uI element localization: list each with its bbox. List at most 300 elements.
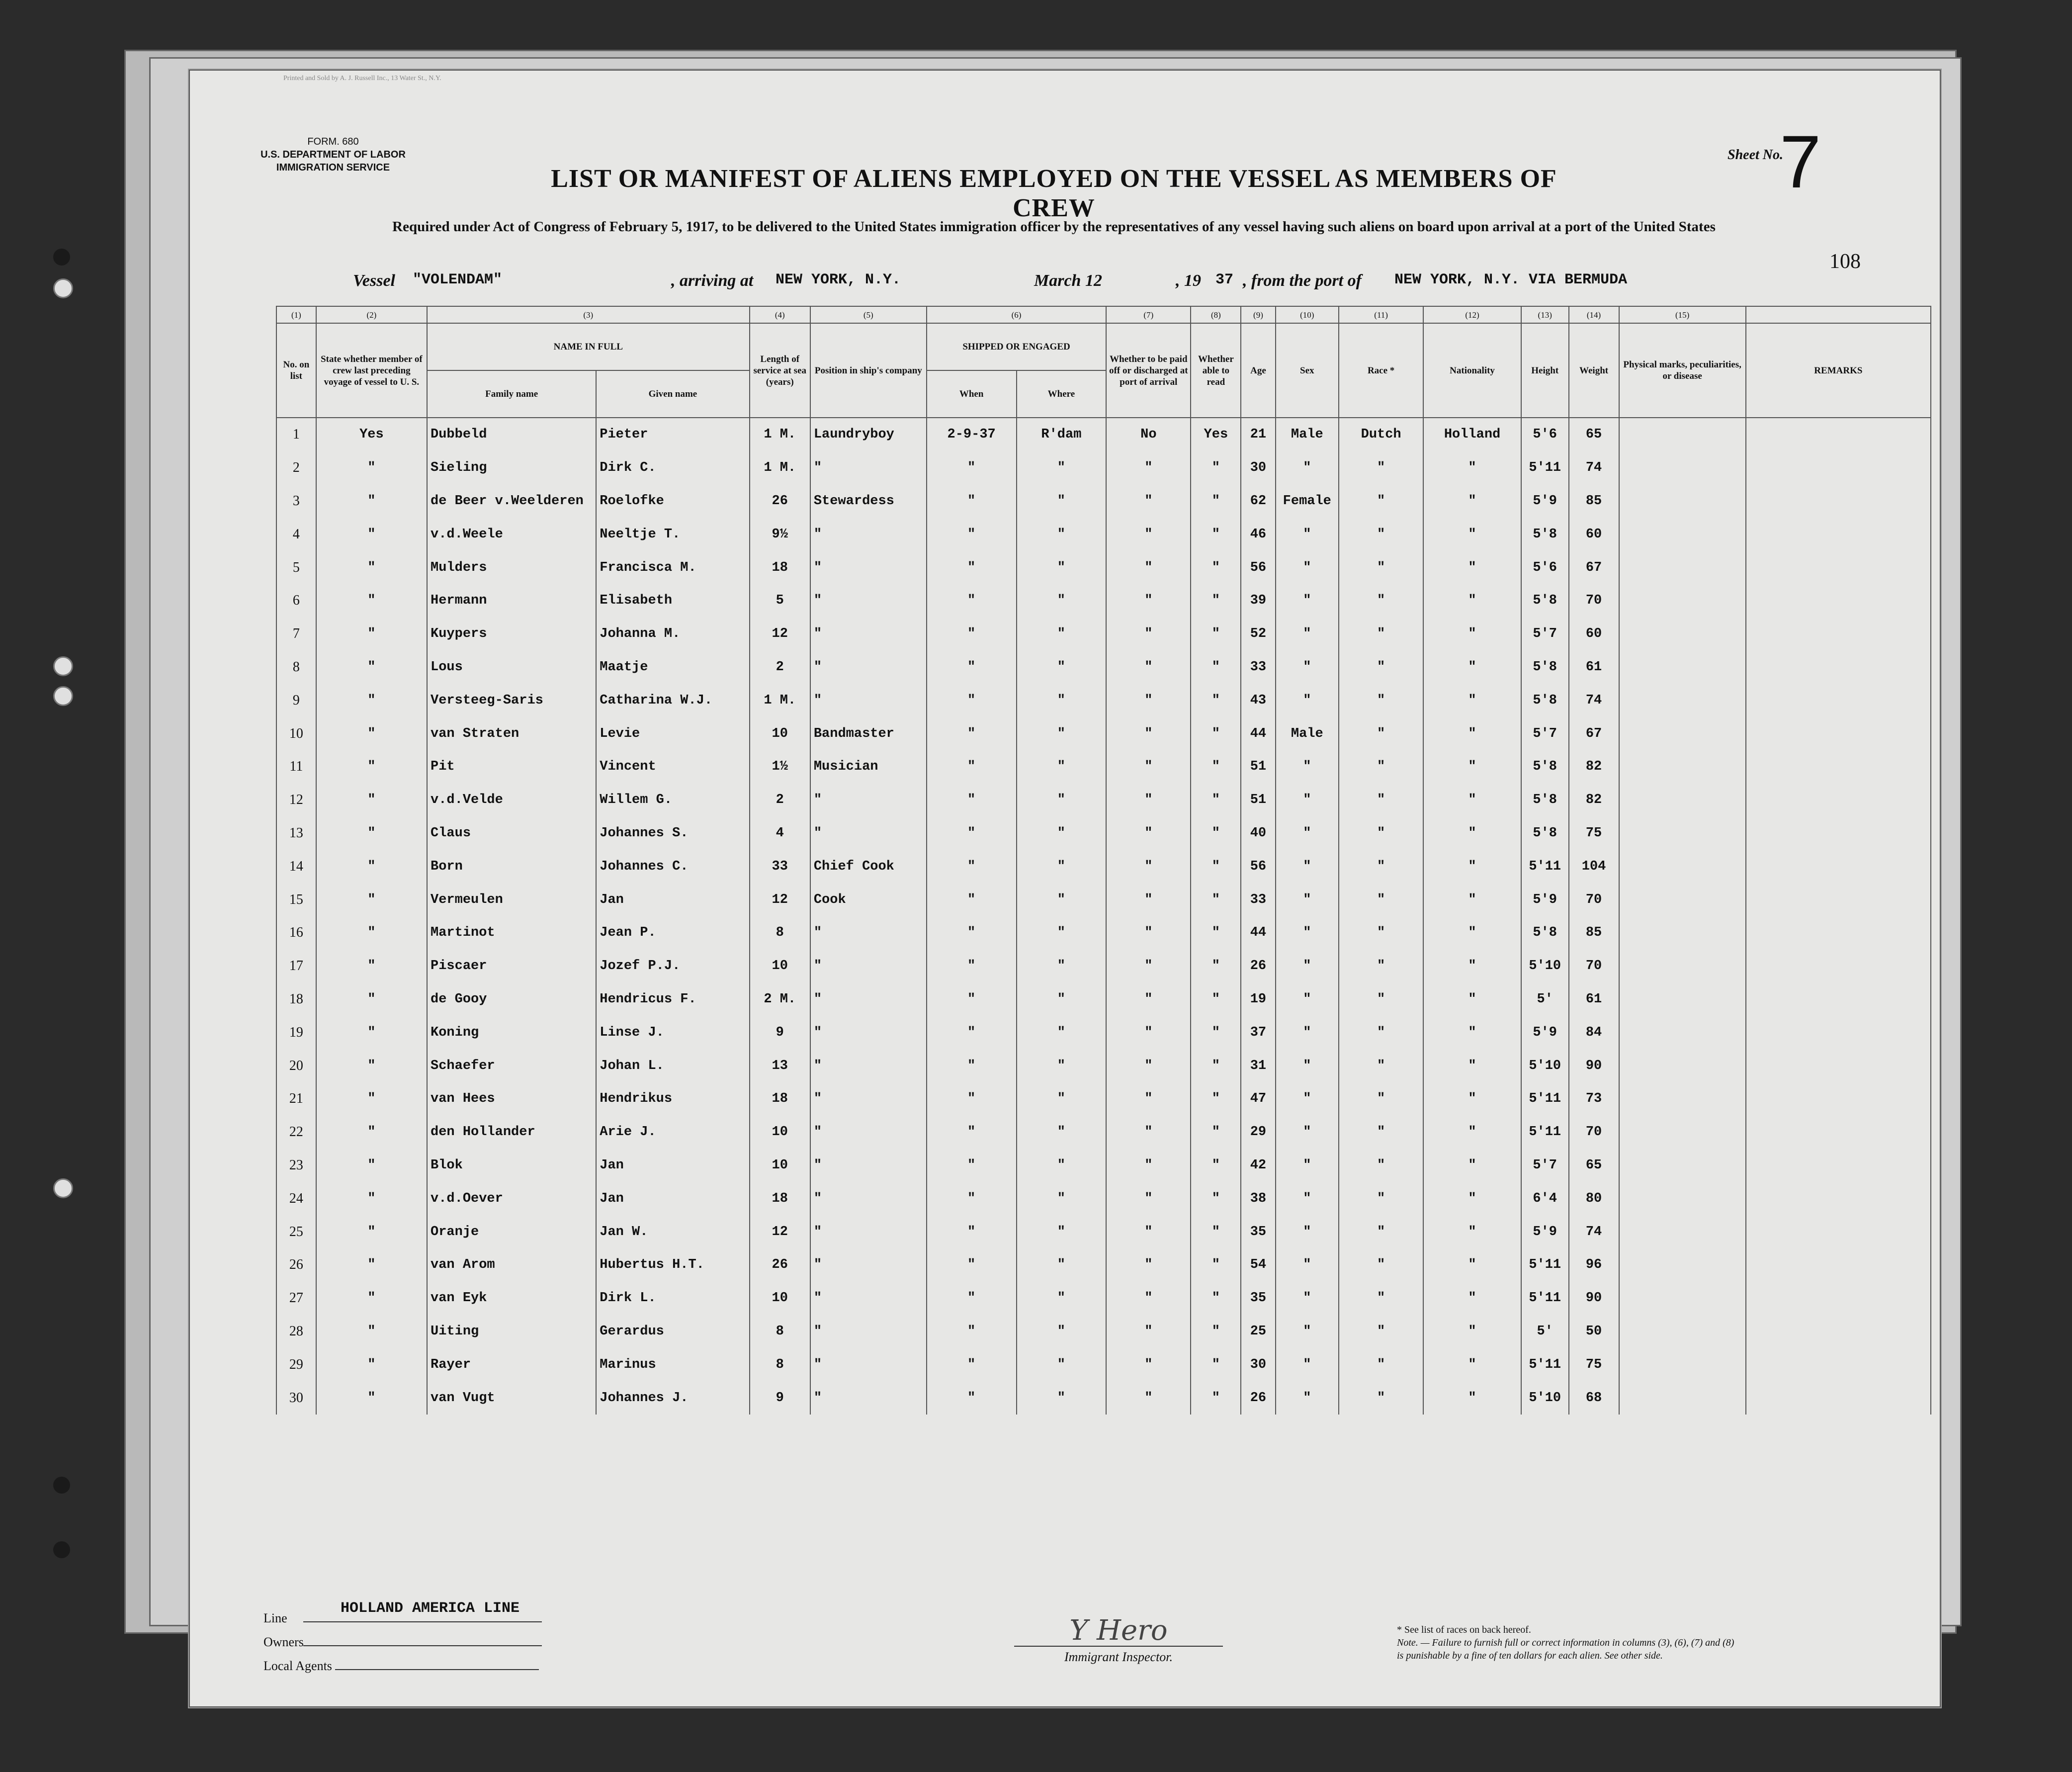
cell-family-name: van Hees bbox=[427, 1082, 596, 1116]
cell-sex: " bbox=[1276, 1182, 1339, 1215]
cell-shipped-when: " bbox=[927, 1016, 1017, 1049]
cell-remarks bbox=[1746, 784, 1931, 817]
cell-prev-voyage: " bbox=[316, 916, 427, 950]
cell-race: " bbox=[1339, 883, 1423, 916]
cell-race: " bbox=[1339, 1248, 1423, 1282]
cell-family-name: van Straten bbox=[427, 717, 596, 750]
cell-able-to-read: " bbox=[1191, 1149, 1241, 1182]
cell-physical-marks bbox=[1619, 485, 1746, 518]
cell-physical-marks bbox=[1619, 916, 1746, 950]
cell-prev-voyage: " bbox=[316, 817, 427, 850]
year-suffix: 37 bbox=[1215, 271, 1234, 288]
cell-age: 47 bbox=[1241, 1082, 1275, 1116]
cell-weight: 67 bbox=[1569, 551, 1619, 584]
cell-given-name: Johannes J. bbox=[596, 1381, 749, 1415]
cell-weight: 84 bbox=[1569, 1016, 1619, 1049]
cell-able-to-read: " bbox=[1191, 784, 1241, 817]
cell-height: 5'7 bbox=[1521, 618, 1569, 651]
cell-service-length: 18 bbox=[750, 1082, 810, 1116]
cell-given-name: Catharina W.J. bbox=[596, 684, 749, 717]
cell-given-name: Jan W. bbox=[596, 1215, 749, 1248]
cell-prev-voyage: " bbox=[316, 618, 427, 651]
cell-prev-voyage: " bbox=[316, 883, 427, 916]
cell-race: " bbox=[1339, 817, 1423, 850]
cell-height: 5'9 bbox=[1521, 883, 1569, 916]
cell-race: " bbox=[1339, 1315, 1423, 1348]
cell-given-name: Vincent bbox=[596, 750, 749, 784]
cell-physical-marks bbox=[1619, 950, 1746, 983]
cell-row-number: 8 bbox=[276, 651, 316, 684]
cell-sex: " bbox=[1276, 1116, 1339, 1149]
cell-sex: Male bbox=[1276, 717, 1339, 750]
cell-prev-voyage: " bbox=[316, 950, 427, 983]
header-position: Position in ship's company bbox=[810, 323, 927, 418]
cell-prev-voyage: " bbox=[316, 1348, 427, 1381]
cell-remarks bbox=[1746, 418, 1931, 451]
table-row bbox=[276, 1348, 1931, 1381]
cell-age: 35 bbox=[1241, 1215, 1275, 1248]
cell-weight: 50 bbox=[1569, 1315, 1619, 1348]
cell-physical-marks bbox=[1619, 784, 1746, 817]
cell-given-name: Arie J. bbox=[596, 1116, 749, 1149]
cell-height: 5'8 bbox=[1521, 817, 1569, 850]
cell-sex: " bbox=[1276, 784, 1339, 817]
cell-able-to-read: " bbox=[1191, 850, 1241, 883]
header-weight: Weight bbox=[1569, 323, 1619, 418]
note-fine: is punishable by a fine of ten dollars for each alien. See other side. bbox=[1397, 1650, 1663, 1661]
cell-height: 5'8 bbox=[1521, 750, 1569, 784]
cell-prev-voyage: " bbox=[316, 750, 427, 784]
col-num: (10) bbox=[1276, 306, 1339, 323]
cell-row-number: 6 bbox=[276, 584, 316, 618]
cell-family-name: Hermann bbox=[427, 584, 596, 618]
table-row bbox=[276, 950, 1931, 983]
cell-age: 44 bbox=[1241, 916, 1275, 950]
col-num: (7) bbox=[1106, 306, 1191, 323]
cell-physical-marks bbox=[1619, 1182, 1746, 1215]
cell-shipped-where: " bbox=[1017, 1215, 1107, 1248]
cell-height: 5'8 bbox=[1521, 518, 1569, 551]
cell-race: " bbox=[1339, 684, 1423, 717]
cell-prev-voyage: " bbox=[316, 717, 427, 750]
cell-remarks bbox=[1746, 817, 1931, 850]
cell-nationality: " bbox=[1423, 451, 1521, 485]
cell-physical-marks bbox=[1619, 1049, 1746, 1082]
cell-remarks bbox=[1746, 1049, 1931, 1082]
header-sex: Sex bbox=[1276, 323, 1339, 418]
cell-able-to-read: " bbox=[1191, 1182, 1241, 1215]
cell-row-number: 28 bbox=[276, 1315, 316, 1348]
cell-weight: 70 bbox=[1569, 1116, 1619, 1149]
cell-age: 31 bbox=[1241, 1049, 1275, 1082]
cell-nationality: " bbox=[1423, 717, 1521, 750]
header-race: Race * bbox=[1339, 323, 1423, 418]
header-when: When bbox=[927, 370, 1017, 418]
cell-sex: " bbox=[1276, 950, 1339, 983]
cell-weight: 80 bbox=[1569, 1182, 1619, 1215]
cell-height: 5'11 bbox=[1521, 1116, 1569, 1149]
cell-family-name: v.d.Weele bbox=[427, 518, 596, 551]
line-row bbox=[263, 1600, 542, 1626]
cell-sex: " bbox=[1276, 1082, 1339, 1116]
cell-family-name: Born bbox=[427, 850, 596, 883]
cell-race: " bbox=[1339, 551, 1423, 584]
cell-physical-marks bbox=[1619, 618, 1746, 651]
cell-height: 5'11 bbox=[1521, 850, 1569, 883]
cell-row-number: 13 bbox=[276, 817, 316, 850]
cell-physical-marks bbox=[1619, 584, 1746, 618]
cell-age: 39 bbox=[1241, 584, 1275, 618]
header-where: Where bbox=[1017, 370, 1107, 418]
cell-prev-voyage: " bbox=[316, 1049, 427, 1082]
cell-given-name: Jan bbox=[596, 1182, 749, 1215]
table-row bbox=[276, 1016, 1931, 1049]
cell-able-to-read: " bbox=[1191, 684, 1241, 717]
cell-nationality: " bbox=[1423, 1282, 1521, 1315]
col-num: (4) bbox=[750, 306, 810, 323]
binder-hole bbox=[53, 1541, 70, 1558]
cell-able-to-read: " bbox=[1191, 551, 1241, 584]
cell-given-name: Hendricus F. bbox=[596, 983, 749, 1016]
cell-family-name: Uiting bbox=[427, 1315, 596, 1348]
cell-race: " bbox=[1339, 850, 1423, 883]
cell-position: " bbox=[810, 817, 927, 850]
cell-remarks bbox=[1746, 1248, 1931, 1282]
header-row-1 bbox=[276, 323, 1931, 370]
cell-sex: " bbox=[1276, 1016, 1339, 1049]
cell-paid-off: " bbox=[1106, 817, 1191, 850]
cell-remarks bbox=[1746, 1082, 1931, 1116]
cell-family-name: Schaefer bbox=[427, 1049, 596, 1082]
crew-table-body bbox=[276, 418, 1931, 1415]
cell-shipped-when: " bbox=[927, 451, 1017, 485]
cell-paid-off: " bbox=[1106, 551, 1191, 584]
cell-paid-off: " bbox=[1106, 717, 1191, 750]
cell-family-name: Blok bbox=[427, 1149, 596, 1182]
line-company: HOLLAND AMERICA LINE bbox=[341, 1600, 520, 1617]
cell-service-length: 18 bbox=[750, 551, 810, 584]
cell-prev-voyage: " bbox=[316, 1282, 427, 1315]
table-row bbox=[276, 750, 1931, 784]
cell-nationality: " bbox=[1423, 1016, 1521, 1049]
cell-row-number: 18 bbox=[276, 983, 316, 1016]
cell-shipped-when: " bbox=[927, 883, 1017, 916]
cell-physical-marks bbox=[1619, 817, 1746, 850]
table-row bbox=[276, 651, 1931, 684]
cell-nationality: " bbox=[1423, 684, 1521, 717]
cell-race: " bbox=[1339, 651, 1423, 684]
cell-paid-off: " bbox=[1106, 1016, 1191, 1049]
cell-height: 5'11 bbox=[1521, 451, 1569, 485]
table-row bbox=[276, 817, 1931, 850]
cell-sex: " bbox=[1276, 684, 1339, 717]
cell-race: " bbox=[1339, 618, 1423, 651]
cell-shipped-when: " bbox=[927, 950, 1017, 983]
cell-age: 37 bbox=[1241, 1016, 1275, 1049]
cell-height: 5'6 bbox=[1521, 551, 1569, 584]
cell-position: Laundryboy bbox=[810, 418, 927, 451]
cell-weight: 68 bbox=[1569, 1381, 1619, 1415]
cell-paid-off: " bbox=[1106, 750, 1191, 784]
table-row bbox=[276, 784, 1931, 817]
cell-shipped-when: " bbox=[927, 1082, 1017, 1116]
cell-position: " bbox=[810, 518, 927, 551]
cell-nationality: " bbox=[1423, 518, 1521, 551]
cell-sex: " bbox=[1276, 551, 1339, 584]
cell-remarks bbox=[1746, 651, 1931, 684]
cell-paid-off: " bbox=[1106, 1348, 1191, 1381]
cell-family-name: Mulders bbox=[427, 551, 596, 584]
cell-given-name: Jan bbox=[596, 1149, 749, 1182]
cell-race: " bbox=[1339, 1116, 1423, 1149]
cell-race: " bbox=[1339, 1282, 1423, 1315]
cell-age: 54 bbox=[1241, 1248, 1275, 1282]
cell-given-name: Pieter bbox=[596, 418, 749, 451]
cell-paid-off: " bbox=[1106, 1149, 1191, 1182]
cell-able-to-read: " bbox=[1191, 584, 1241, 618]
cell-shipped-where: " bbox=[1017, 950, 1107, 983]
cell-height: 5'7 bbox=[1521, 717, 1569, 750]
inspector-signature: Y Hero bbox=[1014, 1616, 1223, 1647]
cell-given-name: Roelofke bbox=[596, 485, 749, 518]
cell-sex: " bbox=[1276, 1049, 1339, 1082]
cell-row-number: 1 bbox=[276, 418, 316, 451]
column-number-row bbox=[276, 306, 1931, 323]
cell-row-number: 30 bbox=[276, 1381, 316, 1415]
cell-able-to-read: " bbox=[1191, 1082, 1241, 1116]
table-row bbox=[276, 485, 1931, 518]
cell-sex: " bbox=[1276, 584, 1339, 618]
cell-shipped-where: " bbox=[1017, 1315, 1107, 1348]
cell-position: Stewardess bbox=[810, 485, 927, 518]
cell-remarks bbox=[1746, 684, 1931, 717]
cell-family-name: Martinot bbox=[427, 916, 596, 950]
cell-shipped-when: " bbox=[927, 1282, 1017, 1315]
cell-prev-voyage: " bbox=[316, 1315, 427, 1348]
cell-age: 33 bbox=[1241, 883, 1275, 916]
cell-height: 5'8 bbox=[1521, 784, 1569, 817]
cell-row-number: 27 bbox=[276, 1282, 316, 1315]
col-num: (8) bbox=[1191, 306, 1241, 323]
cell-prev-voyage: " bbox=[316, 584, 427, 618]
binder-hole bbox=[53, 1178, 73, 1198]
cell-service-length: 10 bbox=[750, 1149, 810, 1182]
cell-nationality: " bbox=[1423, 551, 1521, 584]
cell-able-to-read: " bbox=[1191, 817, 1241, 850]
cell-race: Dutch bbox=[1339, 418, 1423, 451]
cell-family-name: Kuypers bbox=[427, 618, 596, 651]
cell-shipped-when: " bbox=[927, 518, 1017, 551]
cell-prev-voyage: " bbox=[316, 651, 427, 684]
table-row bbox=[276, 518, 1931, 551]
cell-remarks bbox=[1746, 451, 1931, 485]
cell-race: " bbox=[1339, 717, 1423, 750]
cell-age: 25 bbox=[1241, 1315, 1275, 1348]
cell-weight: 70 bbox=[1569, 883, 1619, 916]
cell-sex: " bbox=[1276, 750, 1339, 784]
cell-given-name: Elisabeth bbox=[596, 584, 749, 618]
cell-weight: 74 bbox=[1569, 1215, 1619, 1248]
cell-service-length: 10 bbox=[750, 1116, 810, 1149]
cell-paid-off: " bbox=[1106, 1248, 1191, 1282]
cell-race: " bbox=[1339, 485, 1423, 518]
cell-able-to-read: " bbox=[1191, 451, 1241, 485]
cell-prev-voyage: " bbox=[316, 1116, 427, 1149]
cell-remarks bbox=[1746, 950, 1931, 983]
cell-height: 5'11 bbox=[1521, 1348, 1569, 1381]
cell-remarks bbox=[1746, 518, 1931, 551]
cell-weight: 75 bbox=[1569, 817, 1619, 850]
note-failure: Note. — Failure to furnish full or correct information in columns (3), (6), (7) and (8) bbox=[1397, 1637, 1734, 1648]
cell-position: " bbox=[810, 1082, 927, 1116]
col-num: (1) bbox=[276, 306, 316, 323]
agents-underline bbox=[335, 1669, 539, 1670]
cell-sex: " bbox=[1276, 916, 1339, 950]
cell-family-name: Pit bbox=[427, 750, 596, 784]
cell-row-number: 10 bbox=[276, 717, 316, 750]
cell-weight: 65 bbox=[1569, 1149, 1619, 1182]
cell-age: 42 bbox=[1241, 1149, 1275, 1182]
cell-sex: " bbox=[1276, 1315, 1339, 1348]
cell-physical-marks bbox=[1619, 418, 1746, 451]
cell-shipped-where: " bbox=[1017, 584, 1107, 618]
cell-age: 21 bbox=[1241, 418, 1275, 451]
cell-physical-marks bbox=[1619, 983, 1746, 1016]
col-num: (6) bbox=[927, 306, 1107, 323]
header-member-last-voyage: State whether member of crew last preceding voyage of vessel to U. S. bbox=[316, 323, 427, 418]
cell-position: " bbox=[810, 1348, 927, 1381]
cell-service-length: 26 bbox=[750, 1248, 810, 1282]
table-row bbox=[276, 618, 1931, 651]
cell-position: " bbox=[810, 1049, 927, 1082]
cell-able-to-read: " bbox=[1191, 1348, 1241, 1381]
cell-age: 44 bbox=[1241, 717, 1275, 750]
cell-shipped-where: " bbox=[1017, 1348, 1107, 1381]
cell-able-to-read: " bbox=[1191, 916, 1241, 950]
cell-prev-voyage: " bbox=[316, 1215, 427, 1248]
cell-weight: 61 bbox=[1569, 983, 1619, 1016]
cell-height: 5'10 bbox=[1521, 950, 1569, 983]
cell-family-name: Oranje bbox=[427, 1215, 596, 1248]
cell-sex: " bbox=[1276, 651, 1339, 684]
cell-remarks bbox=[1746, 850, 1931, 883]
cell-physical-marks bbox=[1619, 1348, 1746, 1381]
cell-position: " bbox=[810, 551, 927, 584]
cell-family-name: Rayer bbox=[427, 1348, 596, 1381]
cell-weight: 75 bbox=[1569, 1348, 1619, 1381]
cell-given-name: Hubertus H.T. bbox=[596, 1248, 749, 1282]
owners-row bbox=[263, 1635, 542, 1650]
cell-remarks bbox=[1746, 983, 1931, 1016]
cell-position: " bbox=[810, 1016, 927, 1049]
table-row bbox=[276, 1381, 1931, 1415]
cell-weight: 74 bbox=[1569, 684, 1619, 717]
cell-physical-marks bbox=[1619, 1016, 1746, 1049]
cell-service-length: 1½ bbox=[750, 750, 810, 784]
cell-race: " bbox=[1339, 983, 1423, 1016]
note-races: * See list of races on back hereof. bbox=[1397, 1624, 1531, 1635]
cell-family-name: van Eyk bbox=[427, 1282, 596, 1315]
cell-shipped-where: " bbox=[1017, 485, 1107, 518]
cell-row-number: 5 bbox=[276, 551, 316, 584]
cell-weight: 60 bbox=[1569, 518, 1619, 551]
cell-sex: " bbox=[1276, 1248, 1339, 1282]
cell-age: 35 bbox=[1241, 1282, 1275, 1315]
header-age: Age bbox=[1241, 323, 1275, 418]
cell-service-length: 2 bbox=[750, 784, 810, 817]
cell-nationality: " bbox=[1423, 651, 1521, 684]
cell-weight: 90 bbox=[1569, 1049, 1619, 1082]
cell-able-to-read: " bbox=[1191, 1381, 1241, 1415]
cell-nationality: " bbox=[1423, 983, 1521, 1016]
cell-remarks bbox=[1746, 883, 1931, 916]
table-row bbox=[276, 1248, 1931, 1282]
header-given-name: Given name bbox=[596, 370, 749, 418]
cell-nationality: " bbox=[1423, 817, 1521, 850]
table-row bbox=[276, 1149, 1931, 1182]
cell-sex: " bbox=[1276, 983, 1339, 1016]
cell-weight: 70 bbox=[1569, 950, 1619, 983]
cell-shipped-when: " bbox=[927, 1116, 1017, 1149]
cell-physical-marks bbox=[1619, 1082, 1746, 1116]
cell-service-length: 1 M. bbox=[750, 451, 810, 485]
cell-nationality: " bbox=[1423, 1348, 1521, 1381]
cell-service-length: 12 bbox=[750, 618, 810, 651]
cell-row-number: 26 bbox=[276, 1248, 316, 1282]
cell-remarks bbox=[1746, 1149, 1931, 1182]
cell-position: " bbox=[810, 950, 927, 983]
cell-height: 5'8 bbox=[1521, 916, 1569, 950]
cell-paid-off: " bbox=[1106, 584, 1191, 618]
cell-shipped-where: " bbox=[1017, 850, 1107, 883]
cell-given-name: Johannes C. bbox=[596, 850, 749, 883]
cell-weight: 96 bbox=[1569, 1248, 1619, 1282]
page-title: LIST OR MANIFEST OF ALIENS EMPLOYED ON THE VESSEL AS MEMBERS OF CREW bbox=[551, 165, 1557, 222]
crew-table bbox=[276, 306, 1931, 1415]
cell-shipped-where: " bbox=[1017, 518, 1107, 551]
cell-nationality: " bbox=[1423, 950, 1521, 983]
cell-physical-marks bbox=[1619, 1215, 1746, 1248]
cell-paid-off: " bbox=[1106, 916, 1191, 950]
cell-sex: " bbox=[1276, 618, 1339, 651]
cell-sex: " bbox=[1276, 518, 1339, 551]
cell-age: 52 bbox=[1241, 618, 1275, 651]
table-row bbox=[276, 1116, 1931, 1149]
cell-nationality: " bbox=[1423, 784, 1521, 817]
cell-nationality: " bbox=[1423, 1248, 1521, 1282]
cell-age: 30 bbox=[1241, 1348, 1275, 1381]
cell-physical-marks bbox=[1619, 451, 1746, 485]
cell-height: 5'9 bbox=[1521, 485, 1569, 518]
cell-shipped-where: " bbox=[1017, 983, 1107, 1016]
cell-weight: 82 bbox=[1569, 784, 1619, 817]
cell-physical-marks bbox=[1619, 717, 1746, 750]
table-row bbox=[276, 584, 1931, 618]
header-remarks: REMARKS bbox=[1746, 323, 1931, 418]
cell-weight: 90 bbox=[1569, 1282, 1619, 1315]
cell-prev-voyage: " bbox=[316, 451, 427, 485]
cell-height: 5'6 bbox=[1521, 418, 1569, 451]
cell-nationality: " bbox=[1423, 1149, 1521, 1182]
cell-row-number: 11 bbox=[276, 750, 316, 784]
cell-weight: 70 bbox=[1569, 584, 1619, 618]
cell-shipped-when: 2-9-37 bbox=[927, 418, 1017, 451]
cell-able-to-read: " bbox=[1191, 1049, 1241, 1082]
cell-sex: " bbox=[1276, 1381, 1339, 1415]
cell-given-name: Jozef P.J. bbox=[596, 950, 749, 983]
cell-shipped-when: " bbox=[927, 684, 1017, 717]
cell-sex: " bbox=[1276, 1149, 1339, 1182]
